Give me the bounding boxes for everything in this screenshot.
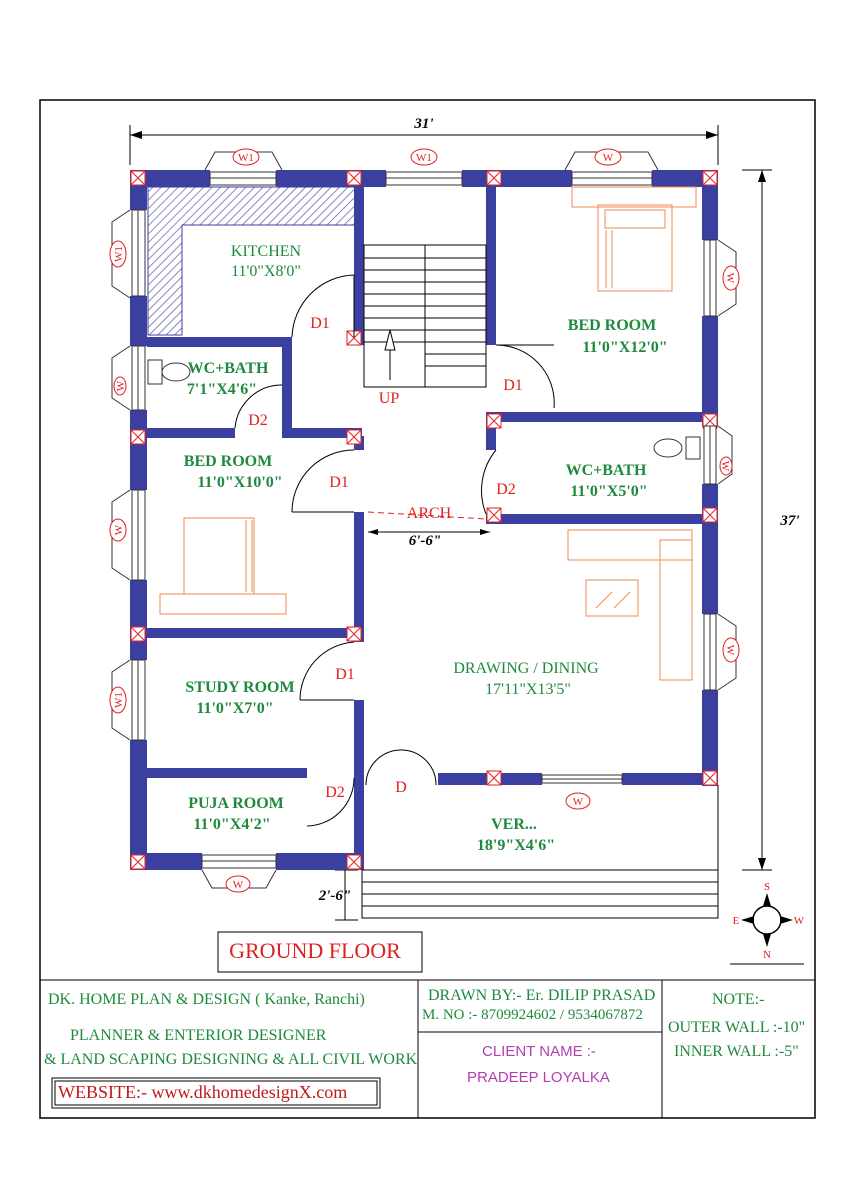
drawn-by: DRAWN BY:- Er. DILIP PRASAD	[428, 987, 656, 1004]
furniture	[160, 187, 696, 680]
puja-size: 11'0"X4'2"	[193, 816, 271, 833]
services-line: & LAND SCAPING DESIGNING & ALL CIVIL WORK	[44, 1051, 418, 1068]
door-label-d-main: D	[395, 779, 407, 796]
study-name: STUDY ROOM	[185, 679, 295, 696]
window-tag-w-ver: W	[572, 796, 584, 808]
outer-wall-note: OUTER WALL :-10"	[668, 1019, 806, 1036]
ver-name: VER...	[491, 816, 537, 833]
window-tag-w-bed1: W	[724, 272, 736, 284]
window-tag-w1-top-center: W1	[416, 152, 432, 164]
window-tag-w-top-right: W	[602, 152, 614, 164]
door-label-d1-bed2: D1	[329, 474, 349, 491]
step-dimension: 2'-6"	[318, 888, 352, 904]
staircase	[364, 245, 486, 387]
door-label-d1-bed1: D1	[503, 377, 523, 394]
client-label: CLIENT NAME :-	[482, 1043, 596, 1060]
kitchen-name: KITCHEN	[230, 243, 302, 260]
window-tag-w-wc: W	[115, 380, 127, 392]
window-tag-w-drawing: W	[724, 644, 736, 656]
kitchen-counter	[148, 187, 355, 335]
window-tag-w-bed2: W	[113, 524, 125, 536]
bed1-name: BED ROOM	[567, 317, 657, 334]
inner-wall-note: INNER WALL :-5"	[674, 1043, 799, 1060]
client-name: PRADEEP LOYALKA	[467, 1069, 610, 1086]
compass-s: S	[763, 881, 771, 893]
note-label: NOTE:-	[712, 991, 765, 1008]
door-label-d2-wc2: D2	[496, 481, 516, 498]
website-link[interactable]: WEBSITE:- www.dkhomedesignX.com	[58, 1082, 348, 1102]
kitchen-size: 11'0"X8'0"	[231, 263, 301, 280]
compass-n: N	[763, 949, 771, 961]
window-tag-w1-study: W1	[113, 692, 125, 708]
bed2-size: 11'0"X10'0"	[197, 474, 283, 491]
puja-name: PUJA ROOM	[188, 795, 284, 812]
height-dimension: 37'	[780, 513, 800, 529]
arch-dimension: 6'-6"	[408, 533, 442, 549]
window-tag-w-wc2: W	[719, 460, 731, 472]
floor-title: GROUND FLOOR	[229, 938, 401, 963]
door-label-d1-kitchen: D1	[310, 315, 330, 332]
planner-line: PLANNER & ENTERIOR DESIGNER	[70, 1027, 327, 1044]
arch-label: ARCH	[406, 505, 452, 522]
window-tag-w1-kitchen: W1	[113, 246, 125, 262]
compass-w: W	[793, 915, 805, 927]
study-size: 11'0"X7'0"	[196, 700, 274, 717]
wc1-size: 7'1"X4'6"	[186, 381, 258, 398]
compass-e: E	[732, 915, 740, 927]
wc2-name: WC+BATH	[565, 462, 647, 479]
window-tag-w-puja: W	[232, 879, 244, 891]
bed1-size: 11'0"X12'0"	[582, 339, 668, 356]
bed2-name: BED ROOM	[183, 453, 273, 470]
ver-size: 18'9"X4'6"	[476, 837, 556, 854]
window-tag-w1-top-left: W1	[238, 152, 254, 164]
mobile-number: M. NO :- 8709924602 / 9534067872	[422, 1007, 643, 1023]
stair-up-label: UP	[378, 390, 400, 407]
wc1-name: WC+BATH	[187, 360, 269, 377]
wc2-size: 11'0"X5'0"	[570, 483, 648, 500]
door-label-d1-study: D1	[335, 666, 355, 683]
width-dimension: 31'	[414, 116, 434, 132]
drawing-size: 17'11"X13'5"	[485, 681, 571, 698]
door-label-d2-puja: D2	[325, 784, 345, 801]
drawing-name: DRAWING / DINING	[453, 660, 599, 677]
company-name: DK. HOME PLAN & DESIGN ( Kanke, Ranchi)	[48, 991, 365, 1008]
door-label-d2-wc1: D2	[248, 412, 268, 429]
